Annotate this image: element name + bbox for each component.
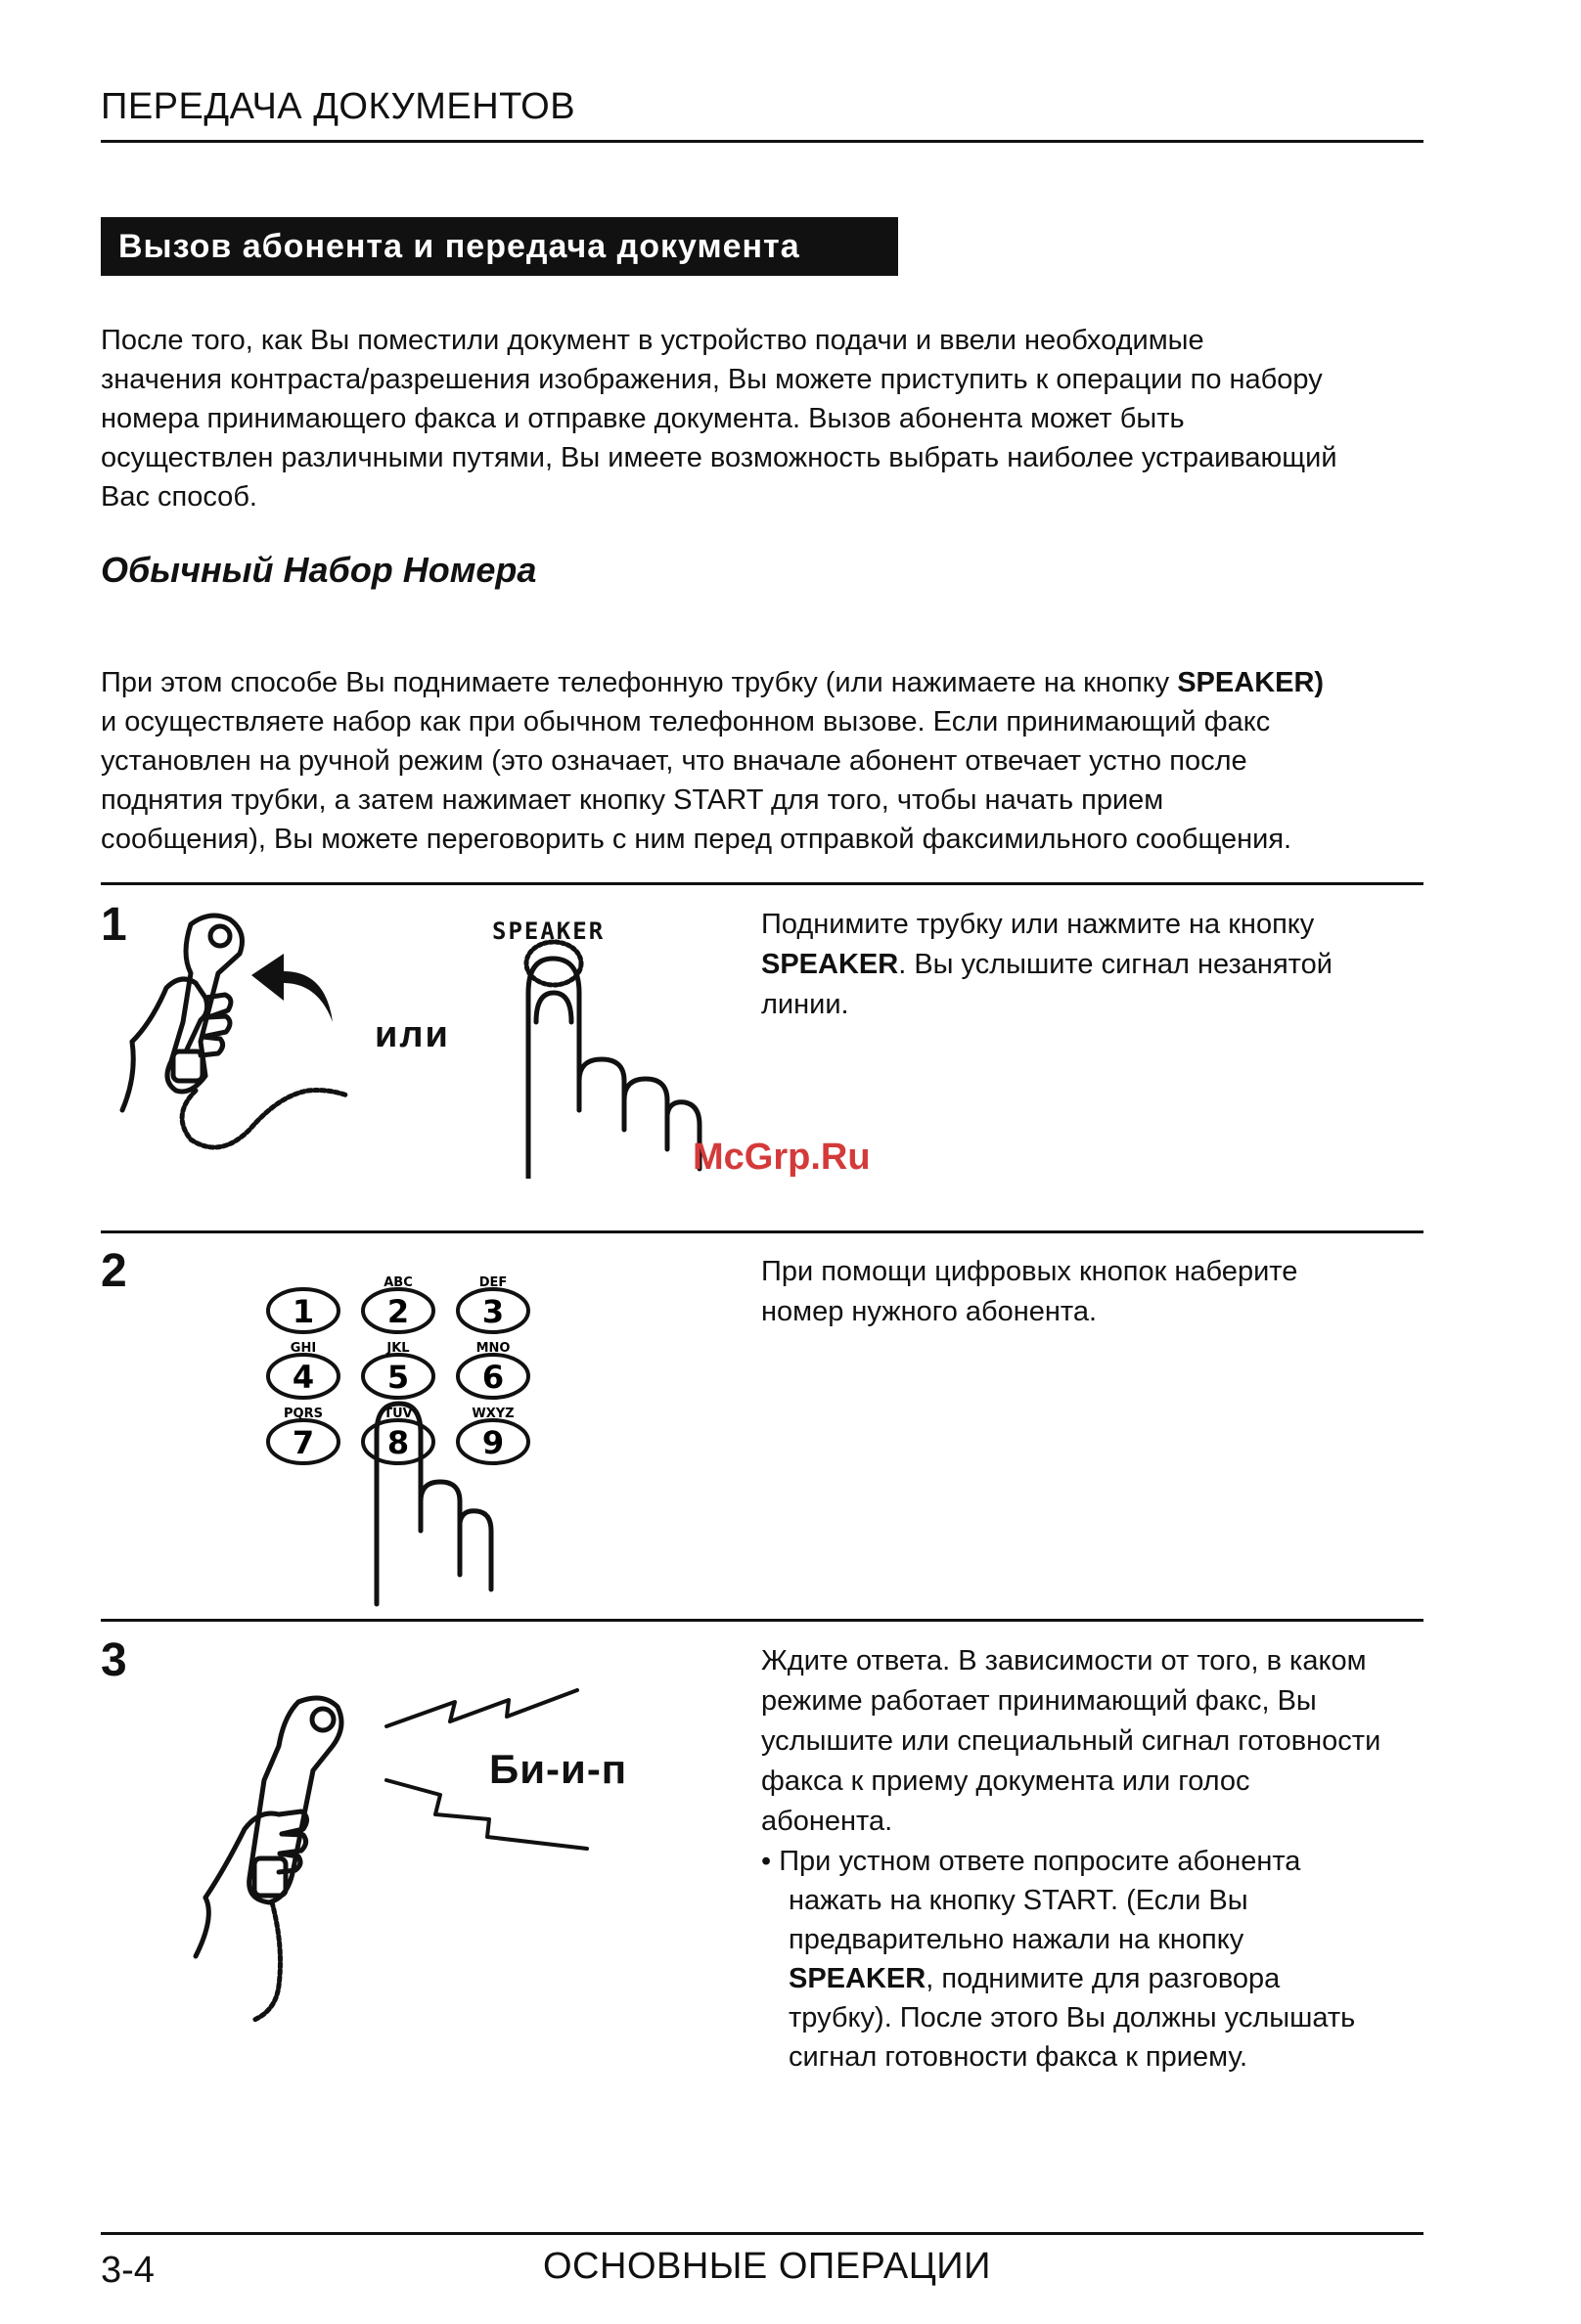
description-line: сообщения), Вы можете переговорить с ним перед отправкой факсимильного сообщения. bbox=[101, 824, 1292, 855]
keypad-key-5[interactable] bbox=[363, 1341, 433, 1398]
description-line-prefix: При этом способе Вы поднимаете телефонную трубку (или нажимаете на кнопку bbox=[101, 667, 1178, 698]
keypad-key-2[interactable] bbox=[363, 1275, 433, 1332]
arrow-icon bbox=[249, 954, 338, 1027]
step-1-line: линии. bbox=[761, 989, 849, 1020]
or-label: или bbox=[375, 1014, 450, 1055]
intro-line: номера принимающего факса и отправке документа. Вызов абонента может быть bbox=[101, 403, 1185, 434]
step-3-line: факса к приему документа или голос bbox=[761, 1765, 1250, 1797]
step-1-text bbox=[761, 905, 1436, 1025]
keypad-digit: 6 bbox=[481, 1359, 505, 1396]
watermark: McGrp.Ru bbox=[693, 1137, 871, 1178]
keypad-digit: 9 bbox=[481, 1424, 505, 1461]
step-3-number: 3 bbox=[101, 1634, 127, 1686]
bullet-line: • При устном ответе попросите абонента bbox=[761, 1846, 1301, 1877]
keypad-digit: 1 bbox=[292, 1293, 315, 1330]
beep-label: Би-и-п bbox=[489, 1746, 628, 1792]
keypad-letters: TUV bbox=[384, 1407, 413, 1421]
keypad-letters: GHI bbox=[290, 1341, 317, 1356]
step-1-rule bbox=[101, 882, 1423, 885]
intro-paragraph bbox=[101, 321, 1431, 516]
footer-rule bbox=[101, 2232, 1423, 2235]
keypad-digit: 4 bbox=[292, 1359, 315, 1396]
keypad-letters: PQRS bbox=[284, 1407, 323, 1421]
keypad-key-6[interactable] bbox=[458, 1341, 528, 1398]
description-line: и осуществляете набор как при обычном телефонном вызове. Если принимающий факс bbox=[101, 706, 1271, 737]
step-3-line: режиме работает принимающий факс, Вы bbox=[761, 1685, 1317, 1717]
keypad-digit: 8 bbox=[386, 1424, 410, 1461]
speaker-button-label: SPEAKER bbox=[492, 917, 606, 945]
description-paragraph bbox=[101, 663, 1431, 859]
keypad-letters: WXYZ bbox=[472, 1407, 515, 1421]
bullet-line bbox=[761, 1959, 1436, 1998]
keypad-digit: 7 bbox=[292, 1424, 315, 1461]
intro-line: Вас способ. bbox=[101, 481, 257, 513]
section-title: Вызов абонента и передача документа bbox=[101, 217, 898, 276]
keypad-key-7[interactable] bbox=[268, 1407, 339, 1463]
keypad-letters: MNO bbox=[475, 1341, 511, 1356]
step-2-line: номер нужного абонента. bbox=[761, 1296, 1098, 1327]
step-3-rule bbox=[101, 1619, 1423, 1622]
keypad-key-3[interactable] bbox=[458, 1275, 528, 1332]
intro-line: осуществлен различными путями, Вы имеете возможность выбрать наиболее устраивающий bbox=[101, 442, 1337, 473]
keypad-letters: DEF bbox=[478, 1275, 508, 1290]
keypad-illustration bbox=[264, 1267, 558, 1609]
bullet-line: предварительно нажали на кнопку bbox=[789, 1924, 1244, 1955]
step-2-line: При помощи цифровых кнопок наберите bbox=[761, 1256, 1298, 1287]
keypad-digit: 2 bbox=[386, 1293, 410, 1330]
keypad-digit: 3 bbox=[481, 1293, 505, 1330]
keypad-digit: 5 bbox=[386, 1359, 410, 1396]
step-3-bullet bbox=[761, 1842, 1436, 2077]
bullet-line-rest: , поднимите для разговора bbox=[926, 1963, 1281, 1994]
speaker-bold: SPEAKER) bbox=[1177, 667, 1325, 698]
speaker-bold: SPEAKER bbox=[789, 1963, 926, 1994]
description-line: поднятия трубки, а затем нажимает кнопку START для того, чтобы начать прием bbox=[101, 784, 1164, 816]
step-2-text bbox=[761, 1252, 1436, 1332]
step-3-line: услышите или специальный сигнал готовности bbox=[761, 1725, 1381, 1757]
step-1-number: 1 bbox=[101, 899, 127, 951]
step-3-text bbox=[761, 1641, 1446, 1842]
bullet-line: сигнал готовности факса к приему. bbox=[789, 2041, 1248, 2073]
step-2-number: 2 bbox=[101, 1245, 127, 1297]
keypad-key-4[interactable] bbox=[268, 1341, 339, 1398]
step-1-line bbox=[761, 945, 1436, 985]
step-2-rule bbox=[101, 1230, 1423, 1233]
step-3-line: абонента. bbox=[761, 1806, 893, 1837]
description-line: установлен на ручной режим (это означает, что вначале абонент отвечает устно после bbox=[101, 745, 1247, 777]
step-1-line: Поднимите трубку или нажмите на кнопку bbox=[761, 909, 1315, 940]
handset-lift-illustration bbox=[113, 905, 357, 1169]
description-line bbox=[101, 663, 1431, 702]
step-3-line: Ждите ответа. В зависимости от того, в каком bbox=[761, 1645, 1367, 1676]
bullet-line: трубку). После этого Вы должны услышать bbox=[789, 2002, 1356, 2034]
keypad-letters: JKL bbox=[386, 1341, 410, 1356]
header-rule bbox=[101, 140, 1423, 143]
chapter-title: ОСНОВНЫЕ ОПЕРАЦИИ bbox=[543, 2246, 991, 2287]
page-header-title: ПЕРЕДАЧА ДОКУМЕНТОВ bbox=[101, 86, 576, 127]
intro-line: значения контраста/разрешения изображения, Вы можете приступить к операции по набору bbox=[101, 364, 1323, 395]
speaker-bold: SPEAKER bbox=[761, 949, 899, 980]
step-1-line-rest: . Вы услышите сигнал незанятой bbox=[898, 949, 1333, 980]
handset-answer-illustration bbox=[186, 1692, 382, 2025]
keypad-key-1[interactable] bbox=[268, 1289, 339, 1332]
intro-line: После того, как Вы поместили документ в устройство подачи и ввели необходимые bbox=[101, 325, 1204, 356]
keypad-key-9[interactable] bbox=[458, 1407, 528, 1463]
page-number: 3-4 bbox=[101, 2250, 155, 2291]
bullet-line: нажать на кнопку START. (Если Вы bbox=[789, 1885, 1248, 1916]
subheading: Обычный Набор Номера bbox=[101, 550, 537, 590]
keypad-letters: ABC bbox=[384, 1275, 413, 1290]
